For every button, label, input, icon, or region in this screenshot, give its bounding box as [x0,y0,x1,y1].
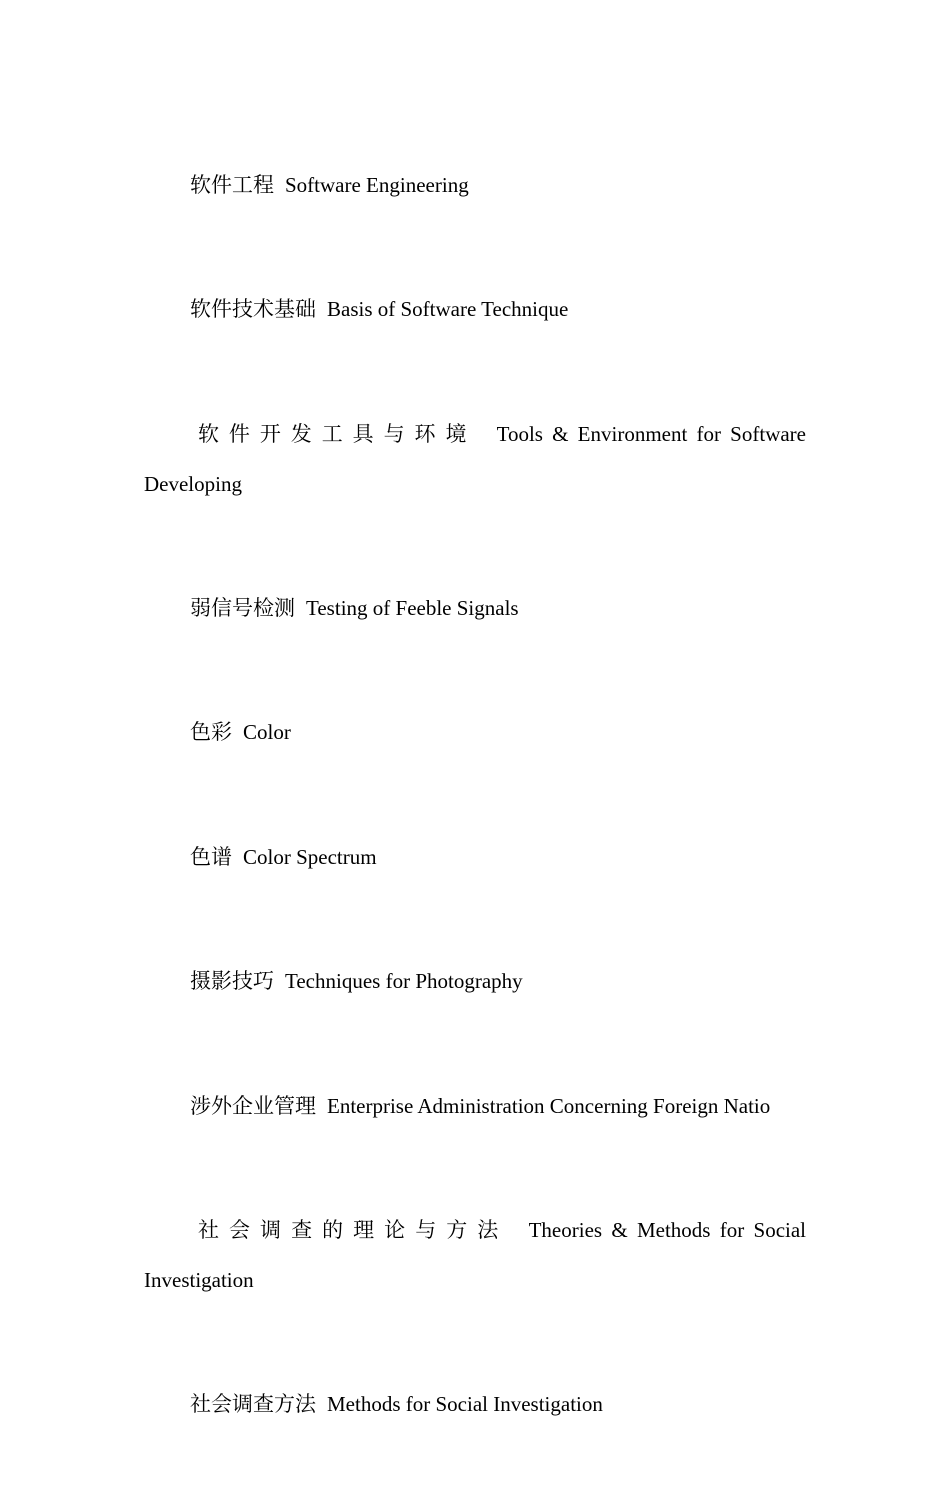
list-item [144,957,806,1007]
list-item [144,1380,806,1430]
course-term-list [144,161,806,1505]
term-english: Testing of Feeble Signals [306,595,519,620]
list-item [144,833,806,883]
term-english: Color Spectrum [243,844,377,869]
term-chinese: 软件技术基础 [190,297,316,322]
term-english: Tools & Environment for Software Developing [144,421,806,496]
list-item [144,410,806,510]
term-chinese: 涉外企业管理 [190,1093,316,1118]
term-chinese: 色谱 [190,844,232,869]
term-chinese: 软件开发工具与环境 [198,421,477,446]
term-chinese: 社会调查方法 [190,1392,316,1417]
term-chinese: 摄影技巧 [190,969,274,994]
term-english: Theories & Methods for Social Investigation [144,1217,806,1292]
term-english: Basis of Software Technique [327,297,569,322]
term-english: Techniques for Photography [285,969,523,994]
list-item [144,708,806,758]
term-chinese: 软件工程 [190,173,274,197]
term-english: Enterprise Administration Concerning Foreign Natio [327,1093,771,1118]
term-english: Software Engineering [285,173,469,197]
list-item [144,161,806,211]
term-chinese: 社会调查的理论与方法 [198,1217,509,1242]
term-english: Methods for Social Investigation [327,1392,603,1417]
list-item [144,584,806,634]
list-item [144,1206,806,1306]
list-item [144,285,806,335]
term-chinese: 色彩 [190,720,232,745]
term-english: Color [243,720,291,745]
term-chinese: 弱信号检测 [190,595,295,620]
list-item [144,1082,806,1132]
